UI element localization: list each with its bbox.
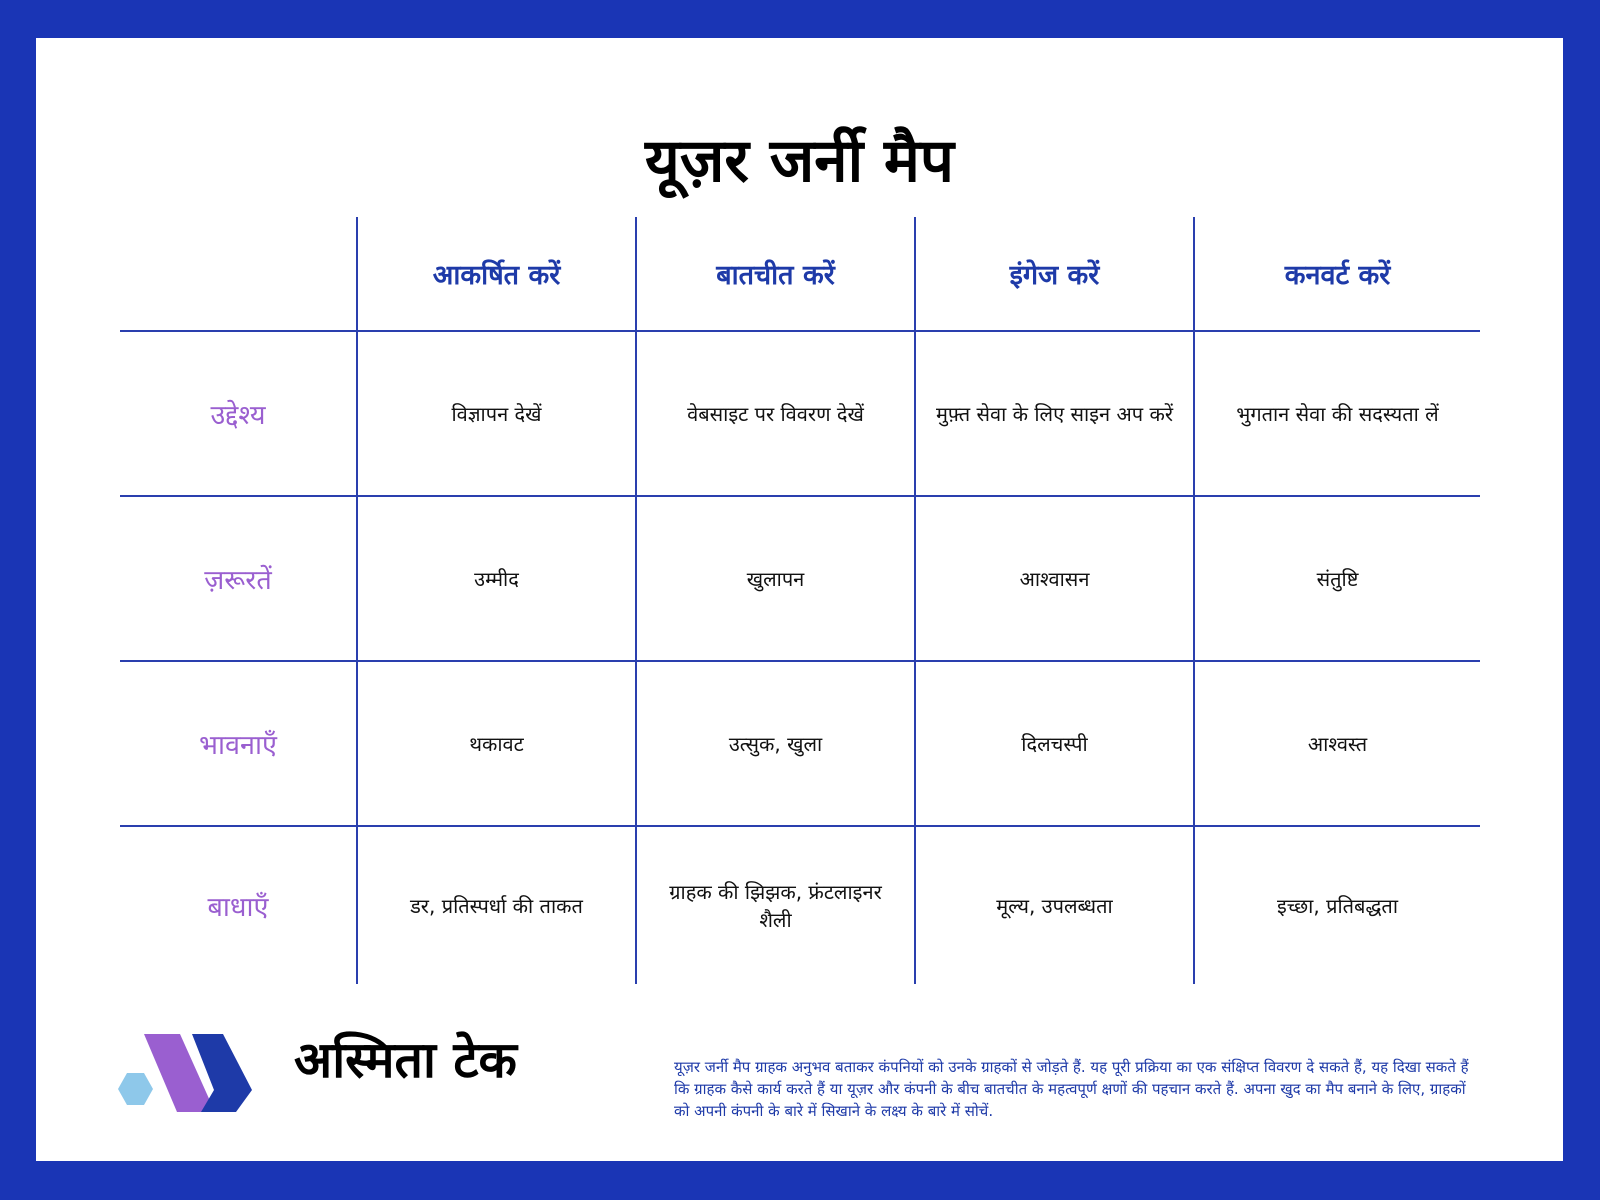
journey-table xyxy=(120,217,1480,1021)
table-cell: खुलापन xyxy=(746,566,805,591)
row-label-objectives: उद्देश्य xyxy=(210,400,266,431)
table-cell: थकावट xyxy=(469,731,524,756)
column-header-interact: बातचीत करें xyxy=(716,260,835,291)
table-cell: डर, प्रतिस्पर्धा की ताकत xyxy=(410,893,583,918)
company-logo xyxy=(118,1034,252,1112)
table-cell: मूल्य, उपलब्धता xyxy=(996,893,1113,918)
table-cell: आश्वस्त xyxy=(1307,731,1368,756)
table-cell: उत्सुक, खुला xyxy=(728,731,823,756)
row-label-needs: ज़रूरतें xyxy=(204,565,272,596)
table-cell: ग्राहक की झिझक, फ्रंटलाइनर शैली xyxy=(669,879,882,932)
table-cell: संतुष्टि xyxy=(1316,566,1359,591)
column-header-attract: आकर्षित करें xyxy=(432,260,561,291)
table-cell: वेबसाइट पर विवरण देखें xyxy=(687,401,864,426)
table-cell: दिलचस्पी xyxy=(1021,731,1088,756)
row-label-emotions: भावनाएँ xyxy=(199,730,277,761)
journey-map-page xyxy=(36,38,1563,1161)
table-cell: उम्मीद xyxy=(474,566,519,591)
table-cell: इच्छा, प्रतिबद्धता xyxy=(1276,893,1399,918)
logo-hexagon-shape xyxy=(118,1073,153,1105)
column-header-engage: इंगेज करें xyxy=(1009,260,1100,291)
table-cell: भुगतान सेवा की सदस्यता लें xyxy=(1236,401,1439,426)
column-header-convert: कनवर्ट करें xyxy=(1284,260,1391,291)
description-text: यूज़र जर्नी मैप ग्राहक अनुभव बताकर कंपनियों को उनके ग्राहकों से जोड़ते हैं. यह पूरी प्रक्रिया का एक संक्षिप्त विवरण दे सकते हैं, यह दिखा सकते हैं कि ग्राहक कैसे कार्य करते हैं या यूज़र और कंपनी के बीच बातचीत के महत्वपूर्ण क्षणों की पहचान करते हैं. अपना खुद का मैप बनाने के लिए, ग्राहकों को अपनी कंपनी के बारे में सिखाने के लक्ष्य के बारे में सोचें. xyxy=(674,1058,1469,1120)
page-title: यूज़र जर्नी मैप xyxy=(645,126,954,196)
row-label-obstacles: बाधाएँ xyxy=(207,892,269,923)
table-cell: मुफ़्त सेवा के लिए साइन अप करें xyxy=(935,401,1174,426)
brand-name: अस्मिता टेक xyxy=(294,1031,517,1089)
table-cell: आश्वासन xyxy=(1019,566,1090,591)
table-cell: विज्ञापन देखें xyxy=(451,401,542,426)
